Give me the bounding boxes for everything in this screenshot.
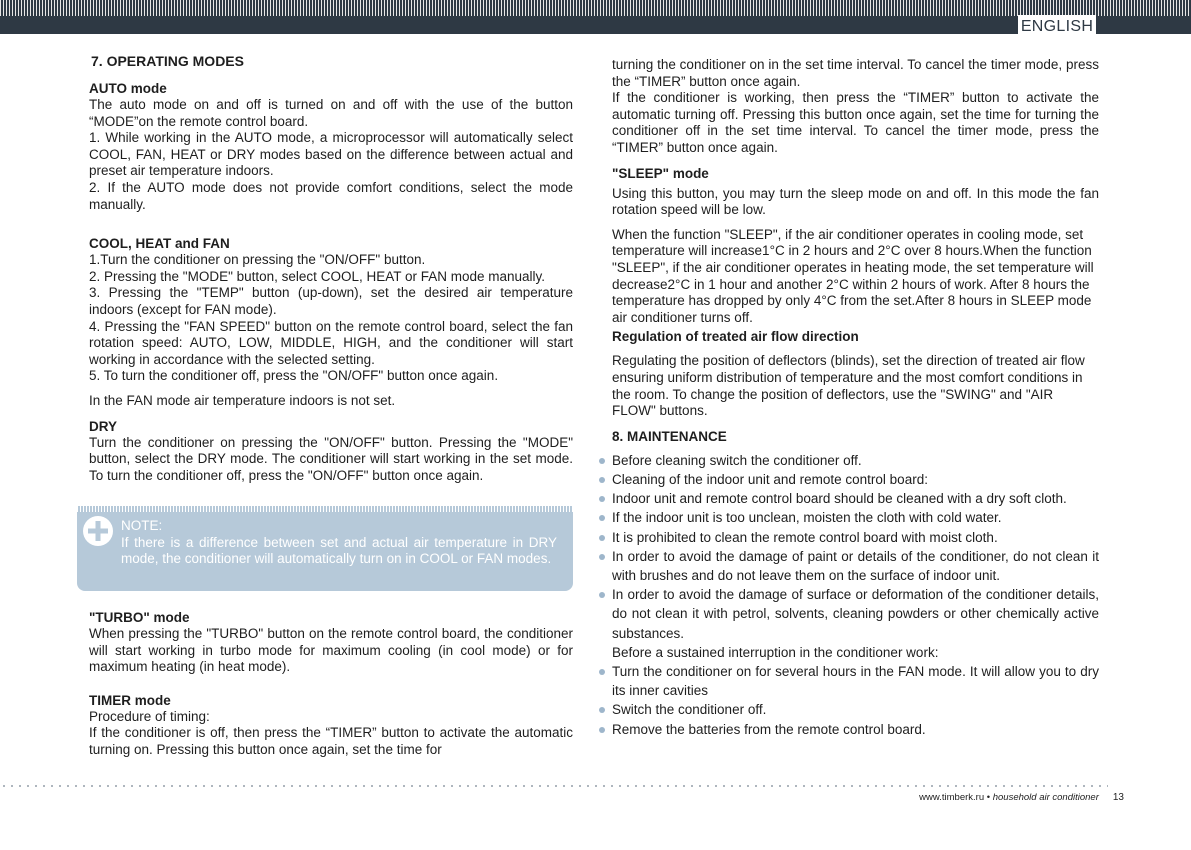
note-label: NOTE: <box>121 518 163 533</box>
cool-heat-fan-step-4: 4. Pressing the "FAN SPEED" button on the remote control board, select the fan rotation speed: AUTO, LOW, MIDDLE, HIGH, and the conditioner will start working in accordance with the selected setting. <box>89 318 573 367</box>
auto-mode-text-2: 1. While working in the AUTO mode, a microprocessor will automatically select COOL, FAN, HEAT or DRY modes based on the difference between actual and preset air temperature indoors. <box>89 130 573 179</box>
bullet-icon <box>599 669 605 675</box>
bullet-icon <box>599 727 605 733</box>
list-item: Before cleaning switch the conditioner off. <box>612 451 1099 470</box>
note-box <box>77 506 573 591</box>
plus-circle-icon <box>82 515 114 547</box>
footer-site: www.timberk.ru <box>919 792 985 803</box>
bullet-icon <box>599 535 605 541</box>
bullet-icon <box>599 515 605 521</box>
cool-heat-fan-title: COOL, HEAT and FAN <box>89 236 230 252</box>
language-tab: ENGLISH <box>1018 15 1096 39</box>
air-flow-title: Regulation of treated air flow direction <box>612 329 859 345</box>
list-item: Before a sustained interruption in the conditioner work: <box>612 644 939 660</box>
timer-mode-text: If the conditioner is off, then press the “TIMER” button to activate the automatic turning on. Pressing this button once again, set the time for <box>89 725 573 757</box>
list-item: Cleaning of the indoor unit and remote control board: <box>612 470 1099 489</box>
note-stripe <box>77 506 573 512</box>
left-column-lower <box>89 609 573 759</box>
list-item: If the indoor unit is too unclean, moisten the cloth with cold water. <box>612 508 1099 527</box>
header-bar <box>0 0 1191 34</box>
bullet-icon <box>599 496 605 502</box>
timer-procedure-label: Procedure of timing: <box>89 708 210 724</box>
bullet-icon <box>599 458 605 464</box>
section-title-operating-modes: 7. OPERATING MODES <box>91 53 244 69</box>
footer-separator: • <box>984 792 993 803</box>
list-item: Remove the batteries from the remote control board. <box>612 720 1099 739</box>
list-item: In order to avoid the damage of paint or details of the conditioner, do not clean it with brushes and do not leave them on the surface of indoor unit. <box>612 547 1099 585</box>
list-item: Turn the conditioner on for several hours in the FAN mode. It will allow you to dry its inner cavities <box>612 662 1099 700</box>
fan-mode-remark: In the FAN mode air temperature indoors is not set. <box>89 392 396 408</box>
list-item: In order to avoid the damage of surface or deformation of the conditioner details, do not clean it with petrol, solvents, cleaning powders or other chemically active substances. <box>612 585 1099 643</box>
note-body: If there is a difference between set and actual air temperature in DRY mode, the conditioner will automatically turn on in COOL or FAN modes. <box>121 534 557 567</box>
cool-heat-fan-step-3: 3. Pressing the "TEMP" button (up-down), set the desired air temperature indoors (except for FAN mode). <box>89 285 573 317</box>
bullet-icon <box>599 477 605 483</box>
footer <box>0 792 1124 803</box>
sleep-mode-text-1: Using this button, you may turn the sleep mode on and off. In this mode the fan rotation speed will be low. <box>612 185 1099 218</box>
turbo-mode-title: "TURBO" mode <box>89 610 190 625</box>
cool-heat-fan-step-1: 1.Turn the conditioner on pressing the "ON/OFF" button. <box>89 252 426 268</box>
timer-mode-title: TIMER mode <box>89 692 171 708</box>
dry-mode-title: DRY <box>89 418 118 434</box>
turbo-mode-text: When pressing the "TURBO" button on the remote control board, the conditioner will start working in turbo mode for maximum cooling (in cool mode) or for maximum heating (in heat mode). <box>89 626 573 675</box>
timer-continued-1: turning the conditioner on in the set time interval. To cancel the timer mode, press the “TIMER” button once again. <box>612 57 1099 89</box>
note-text <box>121 518 557 568</box>
auto-mode-text-1: The auto mode on and off is turned on and off with the use of the button “MODE”on the remote control board. <box>89 97 573 129</box>
maintenance-list <box>612 451 1099 739</box>
list-item: It is prohibited to clean the remote control board with moist cloth. <box>612 528 1099 547</box>
auto-mode-title: AUTO mode <box>89 81 167 96</box>
list-item: Switch the conditioner off. <box>612 700 1099 719</box>
right-column <box>612 57 1099 739</box>
footer-tagline: household air conditioner <box>992 792 1099 803</box>
cool-heat-fan-step-2: 2. Pressing the "MODE" button, select COOL, HEAT or FAN mode manually. <box>89 268 546 284</box>
bullet-icon <box>599 707 605 713</box>
air-flow-text: Regulating the position of deflectors (blinds), set the direction of treated air flow ensuring uniform distribution of temperature and the most comfort conditions in the room. To change the position of deflectors, use the "SWING" and "AIR FLOW" buttons. <box>612 353 1085 419</box>
timer-continued-2: If the conditioner is working, then press the “TIMER” button to activate the automatic turning off. Pressing this button once again, set the time for turning the conditioner off in the set time interval. To cancel the timer mode, press the “TIMER” button once again. <box>612 90 1099 155</box>
bullet-icon <box>599 554 605 560</box>
cool-heat-fan-step-5: 5. To turn the conditioner off, press the "ON/OFF" button once again. <box>89 368 499 384</box>
bullet-icon <box>599 592 605 598</box>
auto-mode-text-3: 2. If the AUTO mode does not provide comfort conditions, select the mode manually. <box>89 179 573 212</box>
sleep-mode-text-2: When the function "SLEEP", if the air conditioner operates in cooling mode, set temperature will increase1°C in 2 hours and 2°C over 8 hours.When the function "SLEEP", if the air conditioner operates in heating mode, the set temperature will decrease2°C in 1 hour and another 2°C within 2 hours of work. After 8 hours the temperature has dropped by only 4°C from the set.After 8 hours in SLEEP mode air conditioner turns off. <box>612 226 1094 325</box>
dotted-divider <box>0 785 1108 787</box>
left-column <box>89 53 573 484</box>
section-title-maintenance: 8. MAINTENANCE <box>612 428 727 444</box>
list-item: Indoor unit and remote control board should be cleaned with a dry soft cloth. <box>612 489 1099 508</box>
page-number: 13 <box>1112 792 1124 803</box>
dry-mode-text: Turn the conditioner on pressing the "ON/OFF" button. Pressing the "MODE" button, select the DRY mode. The conditioner will start working in the set mode. To turn the conditioner off, press the "ON/OFF" button once again. <box>89 434 573 483</box>
sleep-mode-title: "SLEEP" mode <box>612 165 709 181</box>
